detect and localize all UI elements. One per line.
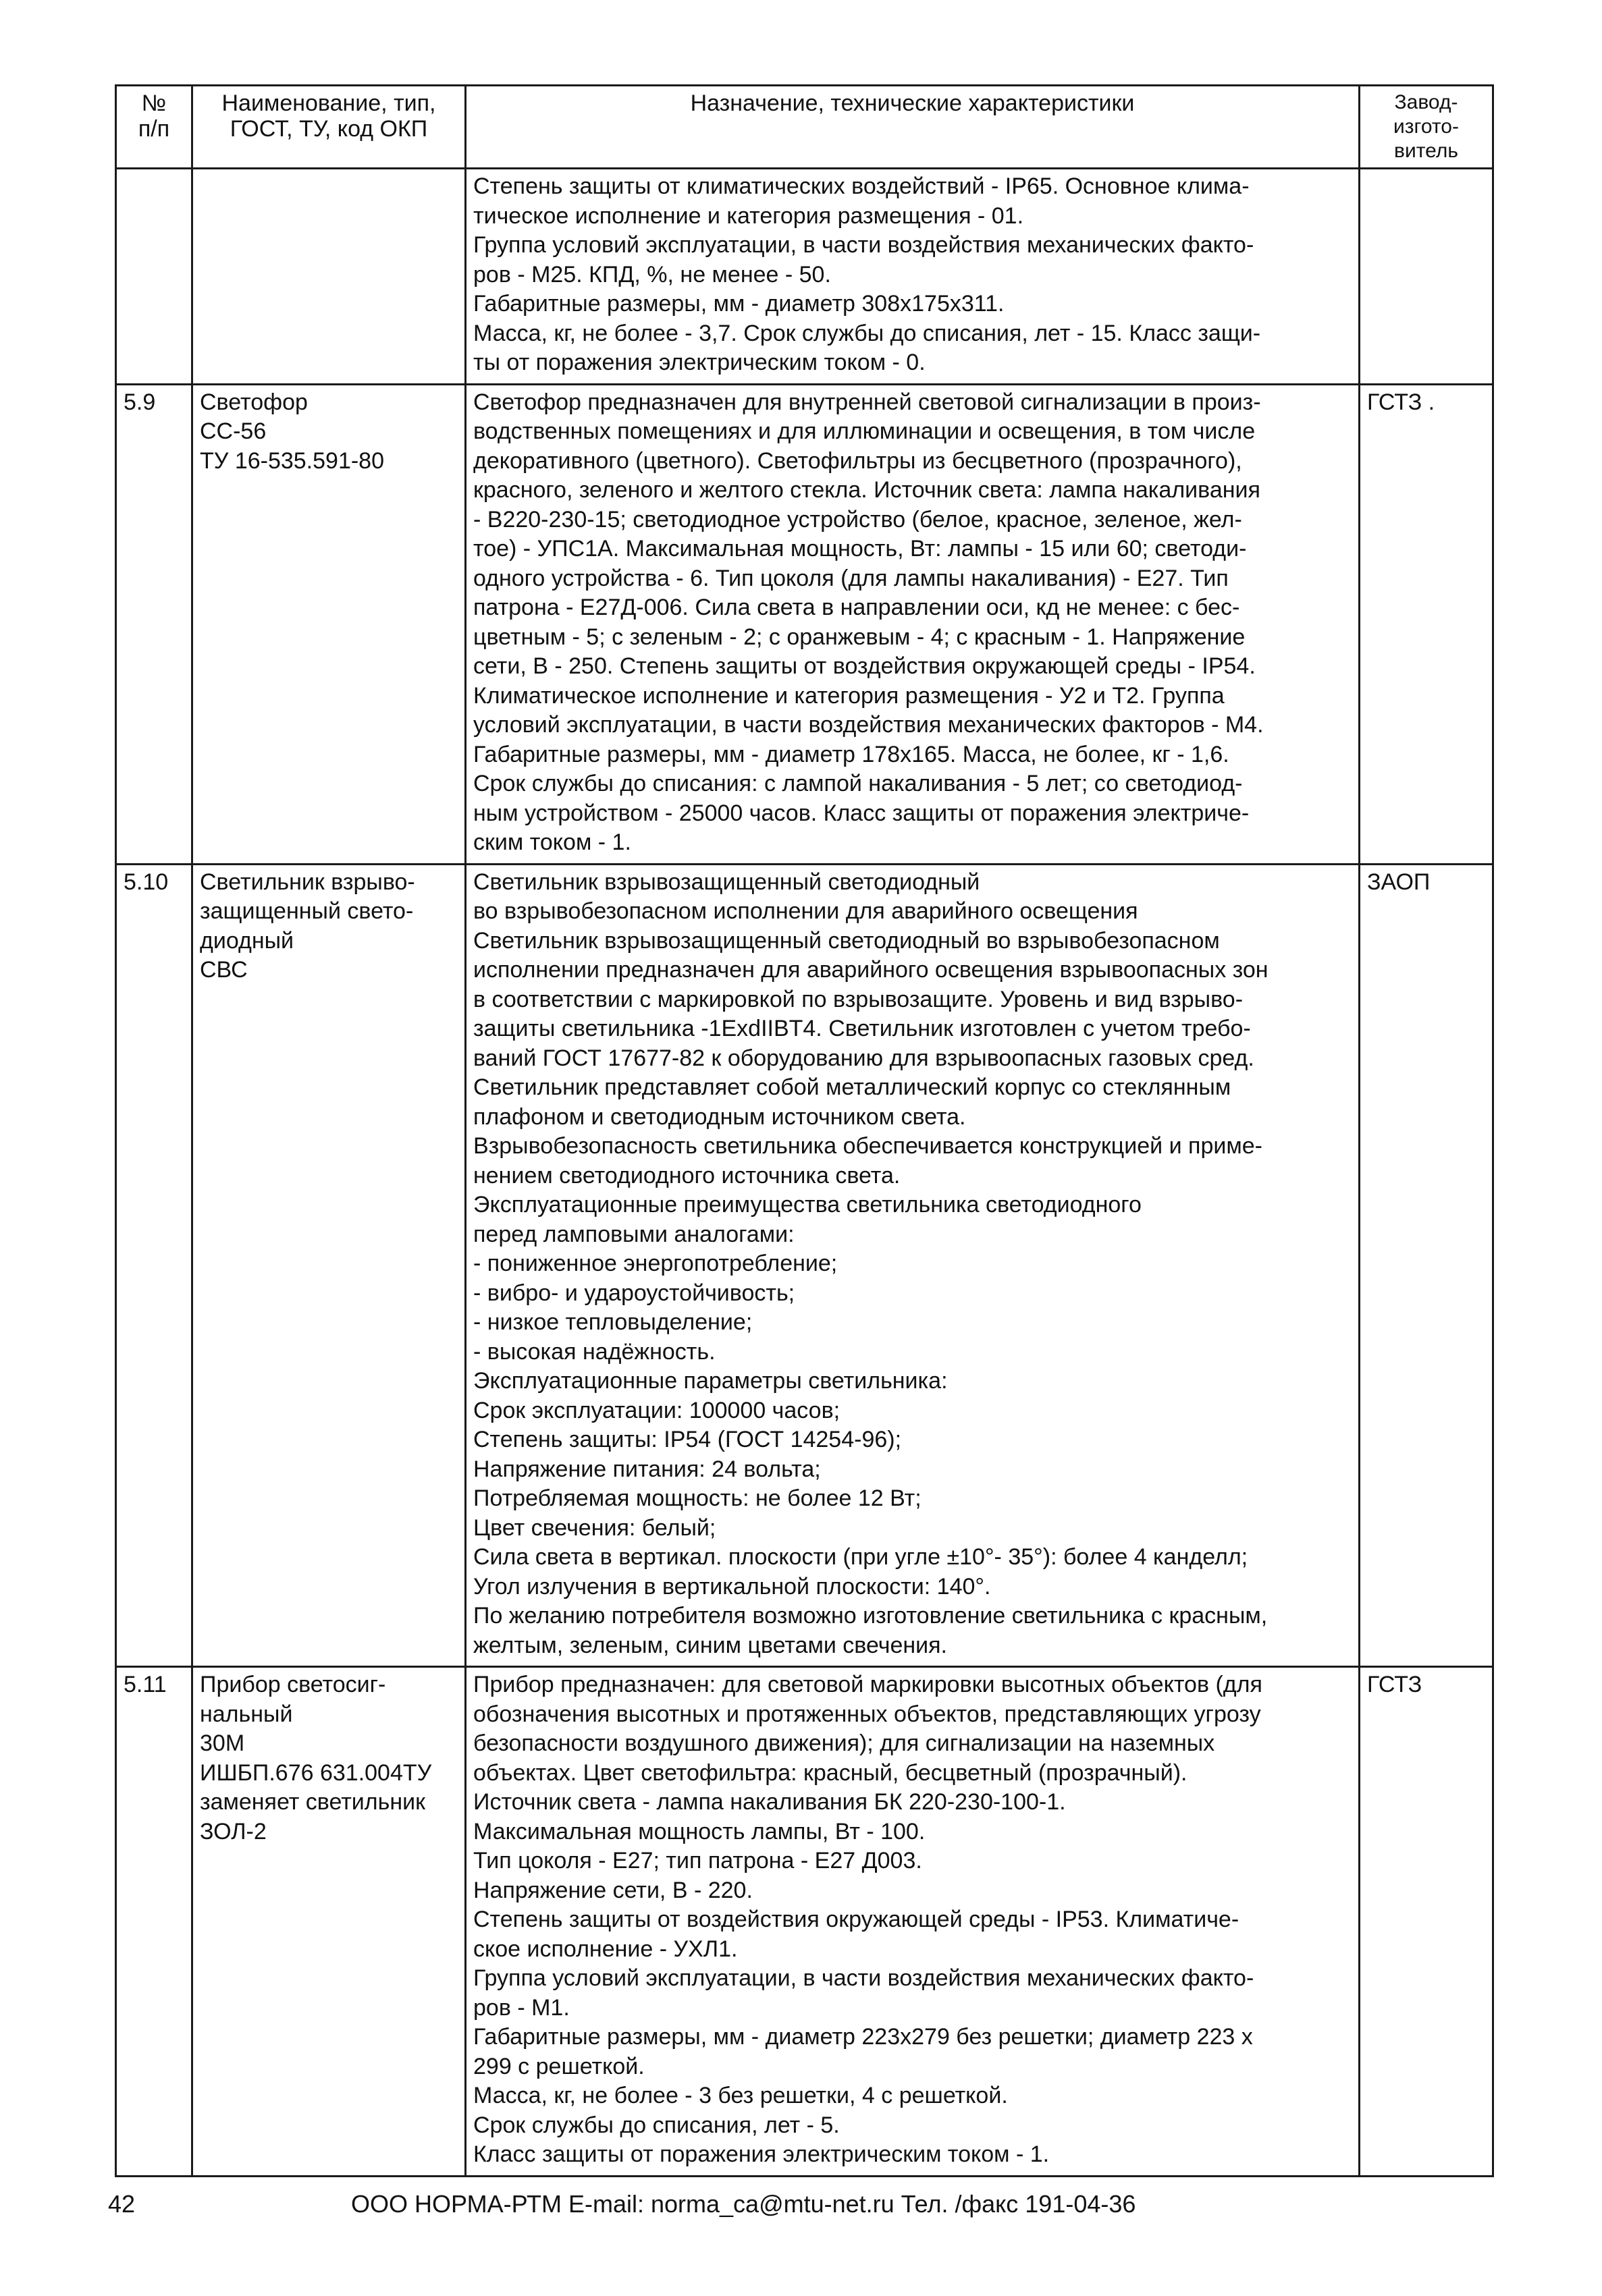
item-number: 5.11 bbox=[116, 1667, 192, 2177]
description-line: Напряжение сети, В - 220. bbox=[473, 1877, 753, 1903]
description-line: красного, зеленого и желтого стекла. Источник света: лампа накаливания bbox=[473, 477, 1260, 503]
description-line: Тип цоколя - Е27; тип патрона - Е27 Д003. bbox=[473, 1848, 922, 1874]
description-line: Максимальная мощность лампы, Вт - 100. bbox=[473, 1818, 926, 1844]
description-line: Угол излучения в вертикальной плоскости: 140°. bbox=[473, 1573, 991, 1600]
item-name-line: нальный bbox=[200, 1701, 293, 1727]
description-line: - вибро- и удароустойчивость; bbox=[473, 1280, 795, 1306]
description-line: патрона - Е27Д-006. Сила света в направлении оси, кд не менее: с бес- bbox=[473, 595, 1240, 620]
description-line: желтым, зеленым, синим цветами свечения. bbox=[473, 1632, 947, 1658]
manufacturer-cell: ГСТЗ bbox=[1360, 1667, 1493, 2177]
item-name-line: ТУ 16-535.591-80 bbox=[200, 447, 384, 474]
description-line: По желанию потребителя возможно изготовление светильника с красным, bbox=[473, 1603, 1268, 1629]
description-line: Прибор предназначен: для световой маркировки высотных объектов (для bbox=[473, 1672, 1262, 1697]
description-line: Габаритные размеры, мм - диаметр 178х165. Масса, не более, кг - 1,6. bbox=[473, 741, 1229, 767]
description-line: Масса, кг, не более - 3,7. Срок службы до списания, лет - 15. Класс защи- bbox=[473, 320, 1261, 346]
description-line: тическое исполнение и категория размещения - 01. bbox=[473, 202, 1024, 229]
footer-contact-info: ООО НОРМА-РТМ E-mail: norma_ca@mtu-net.ru Тел. /факс 191-04-36 bbox=[351, 2190, 1136, 2218]
description-line: Светофор предназначен для внутренней световой сигнализации в произ- bbox=[473, 389, 1261, 415]
description-line: - В220-230-15; светодиодное устройство (белое, красное, зеленое, жел- bbox=[473, 506, 1242, 532]
description-line: одного устройства - 6. Тип цоколя (для лампы накаливания) - Е27. Тип bbox=[473, 565, 1229, 591]
description-line: ским током - 1. bbox=[473, 829, 631, 855]
item-description-cell bbox=[466, 864, 1360, 1667]
description-line: ваний ГОСТ 17677-82 к оборудованию для взрывоопасных газовых сред. bbox=[473, 1045, 1254, 1071]
item-name-line: ИШБП.676 631.004ТУ bbox=[200, 1759, 432, 1786]
table-row bbox=[116, 1667, 1493, 2177]
description-line: Эксплуатационные параметры светильника: bbox=[473, 1368, 948, 1394]
item-name-line: диодный bbox=[200, 927, 294, 954]
header-line: Завод- bbox=[1394, 91, 1458, 113]
item-name-line: Прибор светосиг- bbox=[200, 1672, 386, 1697]
description-line: перед ламповыми аналогами: bbox=[473, 1221, 795, 1247]
item-name-line: Светофор bbox=[200, 389, 308, 415]
description-line: Срок службы до списания: с лампой накаливания - 5 лет; со светодиод- bbox=[473, 771, 1243, 796]
description-line: Взрывобезопасность светильника обеспечивается конструкцией и приме- bbox=[473, 1133, 1262, 1159]
header-line: п/п bbox=[138, 116, 170, 142]
table-row bbox=[116, 864, 1493, 1667]
description-line: - низкое тепловыделение; bbox=[473, 1309, 753, 1335]
item-name-line: 30М bbox=[200, 1730, 245, 1756]
description-line: ты от поражения электрическим током - 0. bbox=[473, 350, 926, 375]
item-number bbox=[116, 169, 192, 385]
description-line: Срок службы до списания, лет - 5. bbox=[473, 2112, 840, 2138]
description-line: Степень защиты от воздействия окружающей среды - IP53. Климатиче- bbox=[473, 1907, 1239, 1932]
description-line: обозначения высотных и протяженных объектов, представляющих угрозу bbox=[473, 1701, 1261, 1727]
header-num bbox=[116, 86, 192, 169]
description-line: водственных помещениях и для иллюминации и освещения, в том числе bbox=[473, 418, 1256, 444]
description-line: Габаритные размеры, мм - диаметр 223х279 без решетки; диаметр 223 х bbox=[473, 2024, 1253, 2050]
description-line: Источник света - лампа накаливания БК 220-230-100-1. bbox=[473, 1789, 1066, 1815]
description-line: в соответствии с маркировкой по взрывозащите. Уровень и вид взрыво- bbox=[473, 986, 1244, 1012]
description-line: Светильник взрывозащищенный светодиодный во взрывобезопасном bbox=[473, 927, 1220, 954]
description-line: 299 с решеткой. bbox=[473, 2053, 645, 2079]
item-name-line: СВС bbox=[200, 957, 248, 983]
description-line: цветным - 5; с зеленым - 2; с оранжевым - 4; с красным - 1. Напряжение bbox=[473, 624, 1246, 650]
description-line: Эксплуатационные преимущества светильника светодиодного bbox=[473, 1192, 1142, 1218]
description-line: Светильник взрывозащищенный светодиодный bbox=[473, 869, 980, 895]
description-line: Группа условий эксплуатации, в части воздействия механических факто- bbox=[473, 1965, 1254, 1991]
item-name-cell bbox=[192, 169, 466, 385]
item-name-line: ЗОЛ-2 bbox=[200, 1818, 267, 1844]
description-line: - высокая надёжность. bbox=[473, 1338, 716, 1365]
description-line: ров - М25. КПД, %, не менее - 50. bbox=[473, 261, 831, 288]
description-line: объектах. Цвет светофильтра: красный, бесцветный (прозрачный). bbox=[473, 1759, 1187, 1786]
item-name-line: заменяет светильник bbox=[200, 1789, 425, 1815]
item-description-cell bbox=[466, 169, 1360, 385]
item-description-cell bbox=[466, 384, 1360, 864]
item-name-line: СС-56 bbox=[200, 418, 267, 444]
table-header-row bbox=[116, 86, 1493, 169]
description-line: условий эксплуатации, в части воздействия механических факторов - М4. bbox=[473, 712, 1264, 738]
item-description-cell bbox=[466, 1667, 1360, 2177]
spec-table bbox=[115, 84, 1494, 2177]
description-line: нением светодиодного источника света. bbox=[473, 1162, 901, 1188]
description-line: Класс защиты от поражения электрическим током - 1. bbox=[473, 2141, 1050, 2167]
description-line: Потребляемая мощность: не более 12 Вт; bbox=[473, 1485, 922, 1511]
item-name-cell bbox=[192, 1667, 466, 2177]
description-line: сети, В - 250. Степень защиты от воздействия окружающей среды - IP54. bbox=[473, 653, 1256, 679]
header-line: Назначение, технические характеристики bbox=[690, 90, 1135, 116]
description-line: декоративного (цветного). Светофильтры из бесцветного (прозрачного), bbox=[473, 447, 1242, 474]
item-name-line: защищенный свето- bbox=[200, 898, 414, 924]
manufacturer-cell bbox=[1360, 169, 1493, 385]
header-manufacturer bbox=[1360, 86, 1493, 169]
description-line: Группа условий эксплуатации, в части воздействия механических факто- bbox=[473, 232, 1254, 258]
description-line: Габаритные размеры, мм - диаметр 308х175х311. bbox=[473, 291, 1005, 317]
header-line: № bbox=[141, 90, 167, 116]
table-row bbox=[116, 384, 1493, 864]
description-line: Степень защиты от климатических воздействий - IP65. Основное клима- bbox=[473, 173, 1250, 199]
header-desc bbox=[466, 86, 1360, 169]
item-name-cell bbox=[192, 864, 466, 1667]
description-line: Климатическое исполнение и категория размещения - У2 и Т2. Группа bbox=[473, 682, 1225, 709]
item-number: 5.9 bbox=[116, 384, 192, 864]
description-line: безопасности воздушного движения); для сигнализации на наземных bbox=[473, 1730, 1215, 1756]
item-name-line: Светильник взрыво- bbox=[200, 869, 415, 895]
header-line: Наименование, тип, bbox=[221, 90, 436, 116]
description-line: тое) - УПС1А. Максимальная мощность, Вт: лампы - 15 или 60; светоди- bbox=[473, 536, 1247, 562]
description-line: Светильник представляет собой металлический корпус со стеклянным bbox=[473, 1074, 1231, 1100]
description-line: во взрывобезопасном исполнении для аварийного освещения bbox=[473, 898, 1138, 924]
description-line: защиты светильника -1ExdIIBT4. Светильник изготовлен с учетом требо- bbox=[473, 1016, 1251, 1041]
description-line: ров - М1. bbox=[473, 1994, 570, 2021]
table-row bbox=[116, 169, 1493, 385]
manufacturer-cell: ЗАОП bbox=[1360, 864, 1493, 1667]
page-number: 42 bbox=[108, 2190, 136, 2218]
description-line: ское исполнение - УХЛ1. bbox=[473, 1936, 738, 1962]
description-line: Степень защиты: IP54 (ГОСТ 14254-96); bbox=[473, 1427, 902, 1452]
header-line: витель bbox=[1394, 140, 1458, 162]
description-line: Цвет свечения: белый; bbox=[473, 1514, 716, 1541]
description-line: плафоном и светодиодным источником света. bbox=[473, 1103, 966, 1130]
description-line: Срок эксплуатации: 100000 часов; bbox=[473, 1397, 840, 1423]
description-line: ным устройством - 25000 часов. Класс защиты от поражения электриче- bbox=[473, 800, 1250, 826]
description-line: Масса, кг, не более - 3 без решетки, 4 с решеткой. bbox=[473, 2083, 1008, 2108]
item-name-cell bbox=[192, 384, 466, 864]
description-line: исполнении предназначен для аварийного освещения взрывоопасных зон bbox=[473, 957, 1269, 983]
manufacturer-cell: ГСТЗ . bbox=[1360, 384, 1493, 864]
header-line: ГОСТ, ТУ, код ОКП bbox=[230, 116, 428, 142]
header-name bbox=[192, 86, 466, 169]
description-line: Напряжение питания: 24 вольта; bbox=[473, 1456, 821, 1482]
description-line: Сила света в вертикал. плоскости (при угле ±10°- 35°): более 4 канделл; bbox=[473, 1544, 1248, 1570]
header-line: изгото- bbox=[1393, 115, 1459, 138]
item-number: 5.10 bbox=[116, 864, 192, 1667]
description-line: - пониженное энергопотребление; bbox=[473, 1251, 838, 1276]
